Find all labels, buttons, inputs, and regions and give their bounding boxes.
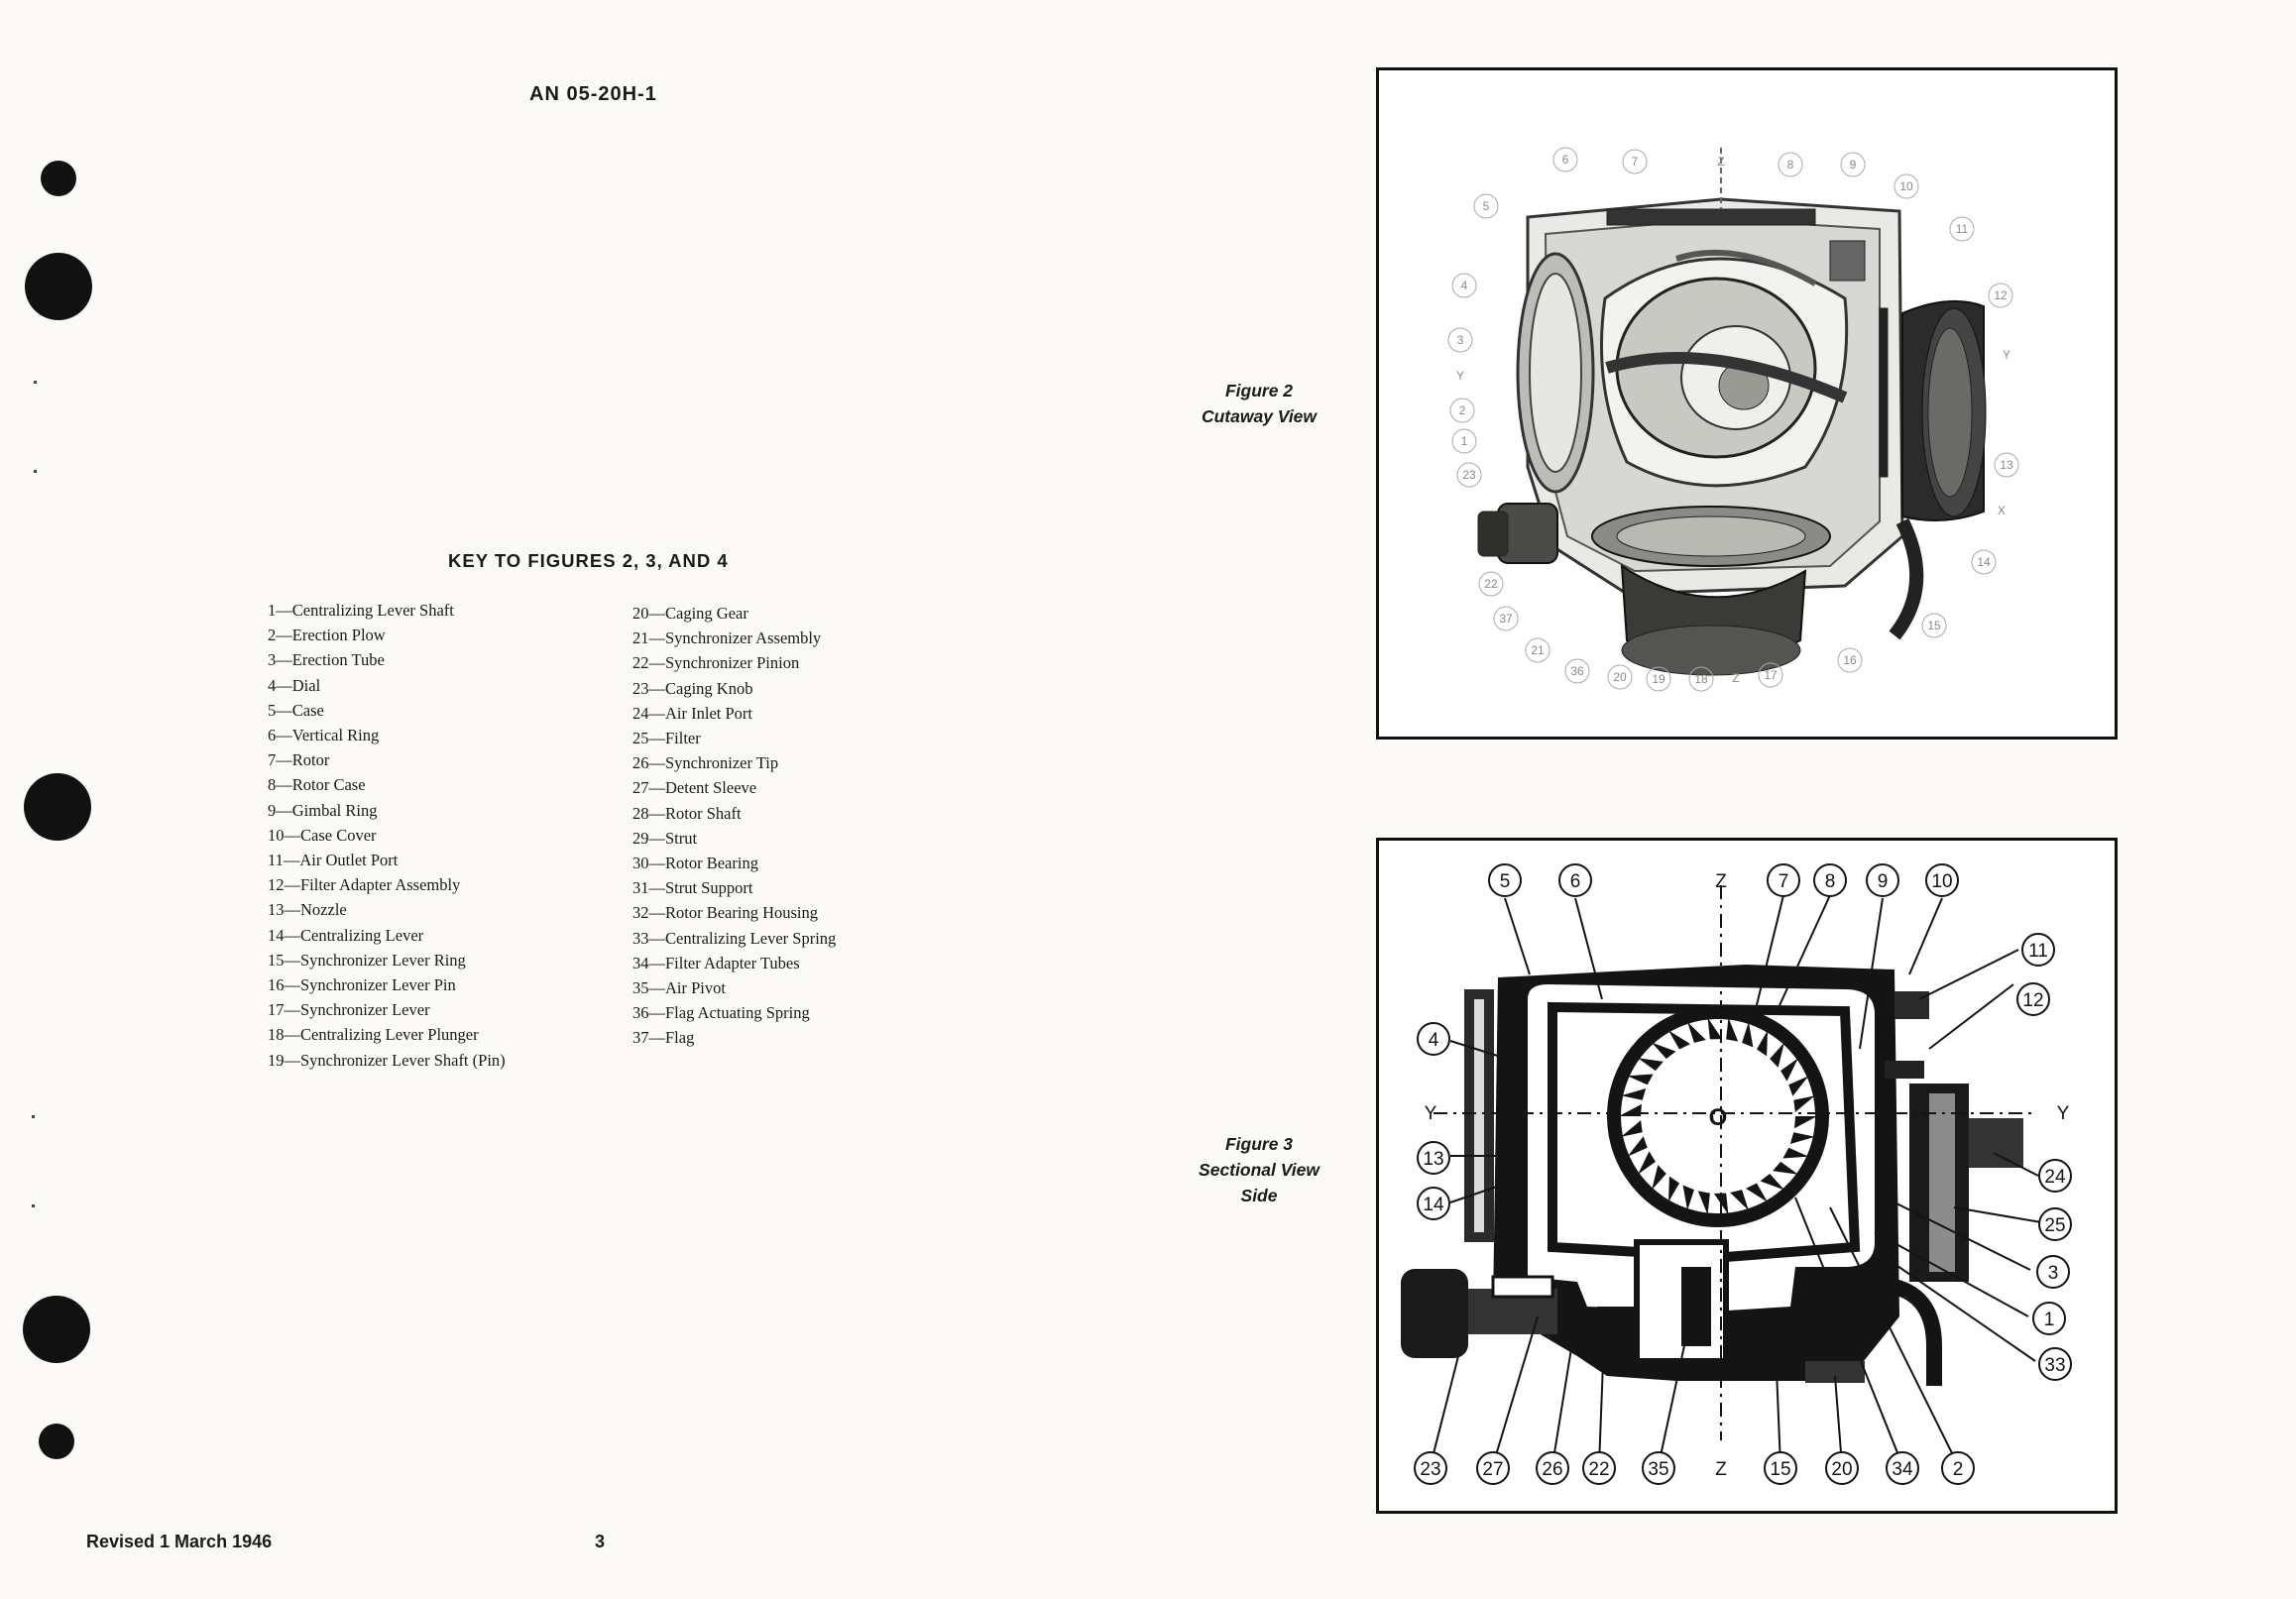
key-item: 36—Flag Actuating Spring bbox=[632, 1003, 810, 1023]
callout-13 bbox=[1418, 1142, 1449, 1174]
svg-text:Y: Y bbox=[2002, 348, 2011, 362]
svg-text:11: 11 bbox=[1955, 222, 1969, 236]
key-item: 8—Rotor Case bbox=[268, 775, 366, 795]
callout-16 bbox=[1838, 648, 1862, 672]
svg-text:Z: Z bbox=[1715, 1459, 1727, 1480]
callout-z-bottom bbox=[1715, 1459, 1727, 1480]
svg-text:12: 12 bbox=[1994, 288, 2008, 302]
svg-text:36: 36 bbox=[1570, 664, 1584, 678]
callout-4 bbox=[1418, 1023, 1449, 1055]
svg-text:35: 35 bbox=[1648, 1459, 1669, 1480]
callout-26 bbox=[1537, 1452, 1568, 1484]
key-item: 26—Synchronizer Tip bbox=[632, 753, 779, 773]
svg-text:3: 3 bbox=[1456, 333, 1464, 347]
svg-text:20: 20 bbox=[1831, 1459, 1853, 1480]
key-item: 12—Filter Adapter Assembly bbox=[268, 875, 461, 895]
gyro-housing-drawing bbox=[1478, 148, 1986, 675]
key-item: 17—Synchronizer Lever bbox=[268, 1000, 430, 1020]
callout-6 bbox=[1559, 864, 1591, 896]
svg-text:8: 8 bbox=[1786, 158, 1794, 171]
key-item: 24—Air Inlet Port bbox=[632, 703, 752, 723]
svg-text:17: 17 bbox=[1764, 668, 1778, 682]
key-item: 15—Synchronizer Lever Ring bbox=[268, 950, 466, 970]
callout-20 bbox=[1608, 665, 1632, 689]
svg-text:23: 23 bbox=[1420, 1459, 1441, 1480]
svg-text:22: 22 bbox=[1588, 1459, 1610, 1480]
svg-text:6: 6 bbox=[1561, 153, 1569, 167]
key-item: 27—Detent Sleeve bbox=[632, 778, 757, 798]
svg-text:14: 14 bbox=[1977, 555, 1991, 569]
figure-2-cutaway-view bbox=[1376, 67, 2118, 740]
svg-text:9: 9 bbox=[1877, 871, 1889, 892]
callout-z-bottom bbox=[1732, 671, 1739, 685]
key-item: 37—Flag bbox=[632, 1028, 695, 1048]
callout-35 bbox=[1643, 1452, 1674, 1484]
svg-text:8: 8 bbox=[1824, 871, 1836, 892]
svg-text:11: 11 bbox=[2028, 941, 2048, 962]
binder-hole-5 bbox=[39, 1424, 74, 1459]
key-item: 25—Filter bbox=[632, 729, 701, 748]
svg-text:27: 27 bbox=[1482, 1459, 1504, 1480]
key-item: 22—Synchronizer Pinion bbox=[632, 653, 800, 673]
svg-text:18: 18 bbox=[1694, 672, 1708, 686]
svg-text:24: 24 bbox=[2044, 1167, 2066, 1188]
key-column-2 bbox=[632, 601, 836, 1051]
key-item: 18—Centralizing Lever Plunger bbox=[268, 1025, 479, 1045]
key-column-1 bbox=[268, 598, 506, 1073]
figure-3-title: Sectional View bbox=[1199, 1160, 1320, 1180]
svg-text:16: 16 bbox=[1843, 653, 1857, 667]
figure-3-illustration bbox=[1379, 841, 2115, 1511]
callout-14 bbox=[1418, 1188, 1449, 1219]
callout-22 bbox=[1479, 572, 1503, 596]
callout-9 bbox=[1867, 864, 1898, 896]
key-item: 31—Strut Support bbox=[632, 878, 753, 898]
svg-text:15: 15 bbox=[1770, 1459, 1791, 1480]
figure-3-sectional-view bbox=[1376, 838, 2118, 1514]
key-title: KEY TO FIGURES 2, 3, AND 4 bbox=[448, 550, 729, 571]
svg-text:10: 10 bbox=[1931, 871, 1953, 892]
key-item: 30—Rotor Bearing bbox=[632, 854, 758, 873]
svg-text:Y: Y bbox=[1455, 369, 1465, 383]
key-item: 29—Strut bbox=[632, 828, 698, 848]
callout-34 bbox=[1887, 1452, 1918, 1484]
callout-15 bbox=[1922, 614, 1946, 637]
callout-11 bbox=[2022, 934, 2054, 966]
svg-text:1: 1 bbox=[2043, 1310, 2055, 1330]
key-item: 28—Rotor Shaft bbox=[632, 803, 742, 823]
svg-text:19: 19 bbox=[1652, 672, 1665, 686]
svg-text:23: 23 bbox=[1462, 468, 1476, 482]
svg-text:4: 4 bbox=[1460, 279, 1468, 292]
svg-text:22: 22 bbox=[1484, 577, 1498, 591]
figure-3-caption bbox=[1180, 1131, 1338, 1208]
figure-3-label: Figure 3 bbox=[1224, 1134, 1294, 1154]
binder-hole-3 bbox=[24, 773, 91, 841]
callout-7 bbox=[1623, 150, 1647, 173]
svg-text:37: 37 bbox=[1499, 612, 1513, 626]
svg-text:Z: Z bbox=[1732, 671, 1740, 685]
svg-text:13: 13 bbox=[1423, 1149, 1444, 1170]
callout-x bbox=[1998, 504, 2006, 517]
callout-11 bbox=[1950, 217, 1974, 241]
revision-date: Revised 1 March 1946 bbox=[86, 1532, 273, 1551]
callout-20 bbox=[1826, 1452, 1858, 1484]
key-item: 10—Case Cover bbox=[268, 825, 377, 845]
callout-21 bbox=[1526, 638, 1550, 662]
key-item: 7—Rotor bbox=[268, 750, 330, 770]
callout-1 bbox=[1452, 429, 1476, 453]
callout-24 bbox=[2039, 1160, 2071, 1192]
callout-10 bbox=[1926, 864, 1958, 896]
callout-3 bbox=[2037, 1256, 2069, 1288]
figure-3-subtitle: Side bbox=[1240, 1186, 1278, 1205]
callout-z-top bbox=[1717, 155, 1724, 169]
key-item: 16—Synchronizer Lever Pin bbox=[268, 975, 456, 995]
binder-hole-2 bbox=[25, 253, 92, 320]
svg-text:9: 9 bbox=[1849, 158, 1857, 171]
callout-9 bbox=[1841, 153, 1865, 176]
svg-text:12: 12 bbox=[2022, 990, 2044, 1011]
svg-text:5: 5 bbox=[1482, 199, 1490, 213]
callout-12 bbox=[2017, 983, 2049, 1015]
figure-2-caption bbox=[1180, 378, 1338, 429]
callout-2 bbox=[1942, 1452, 1974, 1484]
callout-13 bbox=[1995, 453, 2018, 477]
callout-33 bbox=[2039, 1348, 2071, 1380]
key-item: 9—Gimbal Ring bbox=[268, 800, 378, 820]
svg-text:5: 5 bbox=[1499, 871, 1511, 892]
callout-6 bbox=[1553, 148, 1577, 171]
svg-text:13: 13 bbox=[2000, 458, 2013, 472]
key-item: 32—Rotor Bearing Housing bbox=[632, 903, 818, 923]
callout-y-right bbox=[2003, 348, 2010, 362]
key-item: 11—Air Outlet Port bbox=[268, 851, 399, 870]
callout-37 bbox=[1494, 607, 1518, 630]
callout-27 bbox=[1477, 1452, 1509, 1484]
callout-z-top bbox=[1715, 871, 1727, 892]
callout-25 bbox=[2039, 1208, 2071, 1240]
callout-3 bbox=[1448, 328, 1472, 352]
key-item: 20—Caging Gear bbox=[632, 604, 748, 623]
sectional-drawing bbox=[1401, 885, 2044, 1465]
callout-15 bbox=[1765, 1452, 1796, 1484]
svg-text:14: 14 bbox=[1423, 1195, 1444, 1215]
figure-2-title: Cutaway View bbox=[1201, 406, 1318, 426]
callout-23 bbox=[1415, 1452, 1446, 1484]
svg-text:Z: Z bbox=[1715, 871, 1727, 892]
svg-text:2: 2 bbox=[1952, 1459, 1964, 1480]
callout-10 bbox=[1894, 174, 1918, 198]
callout-y-left bbox=[1456, 369, 1464, 383]
binder-hole-1 bbox=[41, 161, 76, 196]
svg-text:4: 4 bbox=[1428, 1030, 1439, 1051]
callout-y-left bbox=[1425, 1103, 1437, 1124]
key-item: 3—Erection Tube bbox=[268, 650, 385, 670]
callout-y-right bbox=[2057, 1103, 2070, 1124]
callout-7 bbox=[1768, 864, 1799, 896]
key-item: 14—Centralizing Lever bbox=[268, 925, 424, 945]
svg-text:25: 25 bbox=[2044, 1215, 2066, 1236]
callout-8 bbox=[1779, 153, 1802, 176]
binder-hole-4 bbox=[23, 1296, 90, 1363]
document-header: AN 05-20H-1 bbox=[529, 83, 657, 105]
svg-text:33: 33 bbox=[2044, 1355, 2066, 1376]
page-number: 3 bbox=[595, 1532, 606, 1551]
callout-14 bbox=[1972, 550, 1996, 574]
svg-text:26: 26 bbox=[1542, 1459, 1563, 1480]
svg-text:Y: Y bbox=[1424, 1103, 1437, 1124]
svg-text:6: 6 bbox=[1569, 871, 1581, 892]
svg-text:7: 7 bbox=[1778, 871, 1789, 892]
key-item: 34—Filter Adapter Tubes bbox=[632, 953, 800, 972]
key-item: 6—Vertical Ring bbox=[268, 726, 380, 745]
callout-8 bbox=[1814, 864, 1846, 896]
figure-2-illustration bbox=[1379, 70, 2115, 737]
svg-text:X: X bbox=[1997, 504, 2007, 517]
svg-text:21: 21 bbox=[1531, 643, 1545, 657]
key-item: 35—Air Pivot bbox=[632, 978, 726, 998]
key-item: 1—Centralizing Lever Shaft bbox=[268, 601, 454, 620]
svg-text:34: 34 bbox=[1892, 1459, 1913, 1480]
key-item: 5—Case bbox=[268, 700, 324, 720]
key-item: 4—Dial bbox=[268, 675, 321, 695]
svg-text:2: 2 bbox=[1458, 403, 1466, 417]
svg-text:7: 7 bbox=[1631, 155, 1639, 169]
callout-1 bbox=[2033, 1303, 2065, 1334]
svg-text:15: 15 bbox=[1927, 619, 1941, 632]
key-item: 23—Caging Knob bbox=[632, 678, 753, 698]
svg-text:1: 1 bbox=[1460, 434, 1468, 448]
svg-text:10: 10 bbox=[1899, 179, 1913, 193]
svg-text:Y: Y bbox=[2056, 1103, 2070, 1124]
figure-2-label: Figure 2 bbox=[1224, 381, 1294, 400]
callout-12 bbox=[1989, 284, 2012, 307]
key-item: 33—Centralizing Lever Spring bbox=[632, 928, 837, 948]
callout-5 bbox=[1474, 194, 1498, 218]
key-item: 13—Nozzle bbox=[268, 900, 347, 920]
rotor-center-label: O bbox=[1708, 1104, 1728, 1131]
callout-22 bbox=[1583, 1452, 1615, 1484]
svg-text:Z: Z bbox=[1717, 155, 1725, 169]
callout-5 bbox=[1489, 864, 1521, 896]
key-item: 19—Synchronizer Lever Shaft (Pin) bbox=[268, 1050, 506, 1070]
callout-23 bbox=[1457, 463, 1481, 487]
svg-text:3: 3 bbox=[2047, 1263, 2059, 1284]
key-item: 21—Synchronizer Assembly bbox=[632, 628, 822, 648]
callout-2 bbox=[1450, 399, 1474, 422]
callout-36 bbox=[1565, 659, 1589, 683]
svg-text:20: 20 bbox=[1613, 670, 1627, 684]
callout-4 bbox=[1452, 274, 1476, 297]
key-item: 2—Erection Plow bbox=[268, 626, 386, 645]
